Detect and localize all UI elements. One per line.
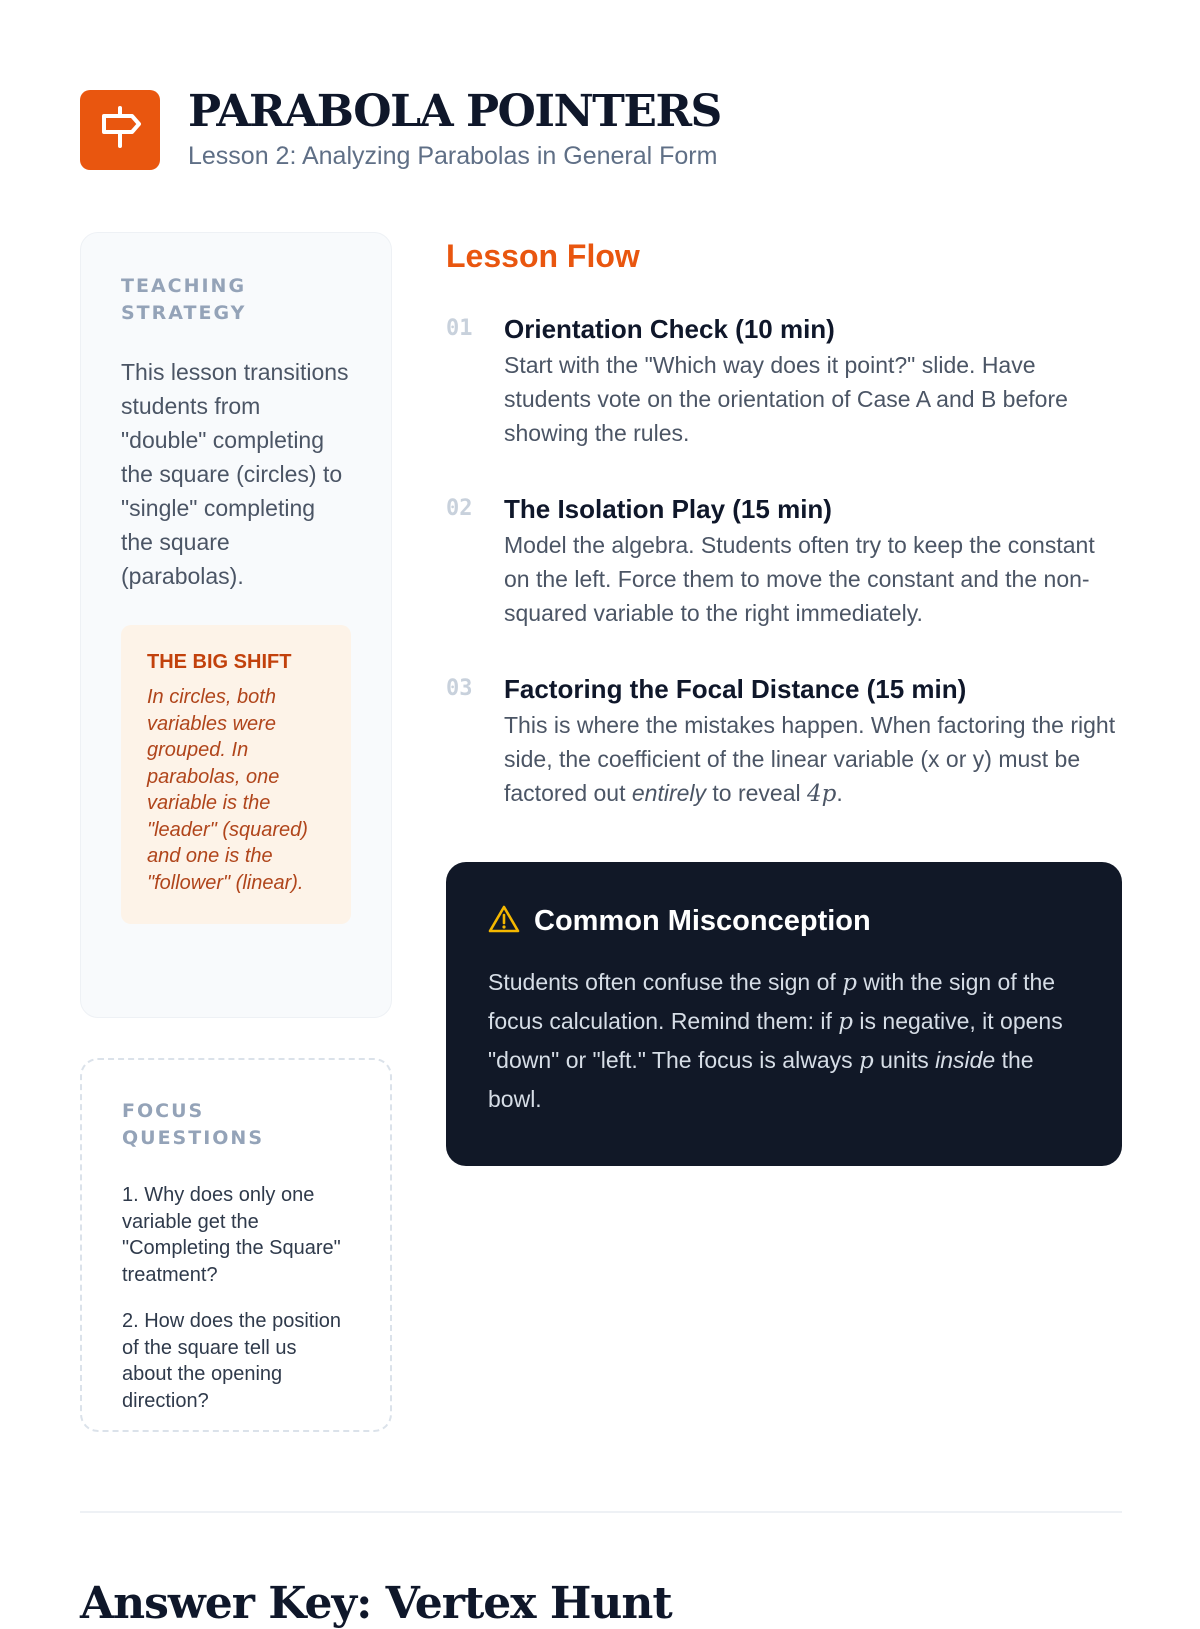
strategy-text: This lesson transitions students from "double" completing the square (circles) to "single" completing the square (parabolas). xyxy=(121,359,349,589)
step-title: Factoring the Focal Distance (15 min) xyxy=(504,674,967,704)
step-number: 01 xyxy=(446,316,473,341)
flow-step xyxy=(446,492,1126,630)
step-title: The Isolation Play (15 min) xyxy=(504,494,832,524)
signpost-icon xyxy=(95,102,145,157)
misconception-fragment: with the sign of the focus calculation. Remind them: if xyxy=(488,969,1056,1034)
big-shift-callout xyxy=(121,625,351,924)
misconception-emphasis: inside xyxy=(935,1047,996,1073)
misconception-fragment: is negative, it opens "down" or "left." The focus is always xyxy=(488,1008,1063,1073)
flow-step xyxy=(446,672,1126,811)
misconception-title: Common Misconception xyxy=(534,905,871,937)
teaching-strategy-card xyxy=(80,232,392,1018)
step-emphasis: entirely xyxy=(631,780,707,806)
misconception-fragment: Students often confuse the sign of xyxy=(488,969,843,995)
misconception-callout xyxy=(446,862,1122,1166)
logo xyxy=(80,90,160,170)
lesson-header xyxy=(80,88,721,171)
question-list xyxy=(122,1182,350,1414)
math-variable: p xyxy=(842,970,857,996)
step-description: Start with the "Which way does it point?" slide. Have students vote on the orientation of Case A and B before showing the rules. xyxy=(504,352,1068,446)
math-variable: p xyxy=(859,1048,874,1074)
step-number: 02 xyxy=(446,496,473,521)
step-text: . xyxy=(836,780,843,806)
focus-questions-card xyxy=(80,1058,392,1432)
step-description xyxy=(504,708,1126,811)
misconception-fragment: the bowl. xyxy=(488,1047,1034,1112)
list-item: 2. How does the position of the square tell us about the opening direction? xyxy=(122,1310,342,1412)
misconception-fragment: units xyxy=(873,1047,936,1073)
flow-step xyxy=(446,312,1126,450)
big-shift-text: In circles, both variables were grouped. In parabolas, one variable is the "leader" (squared) and one is the "follower" (linear). xyxy=(147,686,308,894)
step-text: This is where the mistakes happen. When factoring the right side, the coefficient of the linear variable (x or y) must be factored out xyxy=(504,712,1116,806)
misconception-text xyxy=(488,963,1080,1118)
step-number: 03 xyxy=(446,676,473,701)
page-subtitle: Lesson 2: Analyzing Parabolas in General Form xyxy=(188,142,718,170)
math-expression: 4p xyxy=(807,781,837,807)
focus-questions-label: FOCUS QUESTIONS xyxy=(122,1100,265,1149)
step-description: Model the algebra. Students often try to keep the constant on the left. Force them to move the constant and the non-squared variable to the right immediately. xyxy=(504,532,1095,626)
list-item: 1. Why does only one variable get the "Completing the Square" treatment? xyxy=(122,1184,341,1286)
step-text: to reveal xyxy=(706,780,808,806)
big-shift-title: THE BIG SHIFT xyxy=(147,651,292,673)
page-title: PARABOLA POINTERS xyxy=(188,86,721,137)
step-title: Orientation Check (10 min) xyxy=(504,314,835,344)
section-divider xyxy=(80,1511,1122,1513)
lesson-flow-heading: Lesson Flow xyxy=(446,238,640,274)
warning-icon xyxy=(488,904,520,939)
math-variable: p xyxy=(838,1009,854,1035)
answer-key-heading: Answer Key: Vertex Hunt xyxy=(80,1578,672,1629)
strategy-label: TEACHING STRATEGY xyxy=(121,275,247,324)
